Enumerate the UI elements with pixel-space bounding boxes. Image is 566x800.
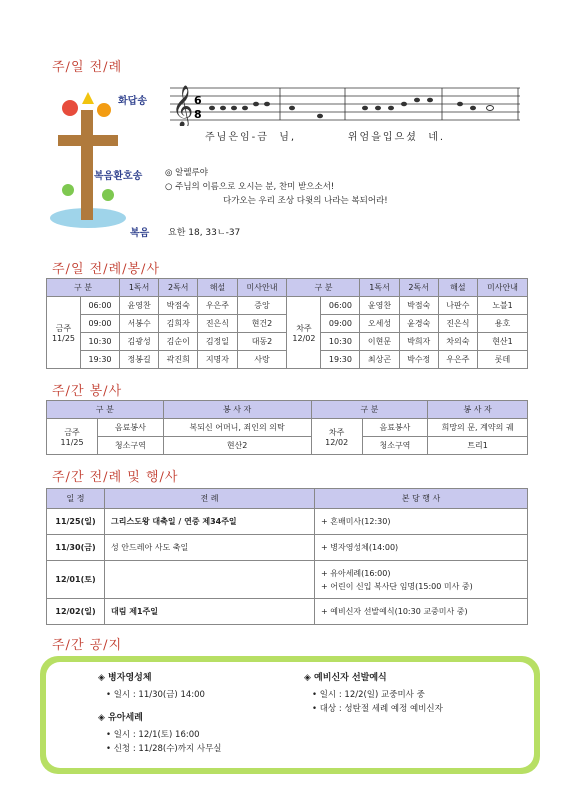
cell: 정봉길 bbox=[120, 351, 159, 369]
cell: 19:30 bbox=[81, 351, 120, 369]
acclamation-line-2: 다가오는 우리 조상 다윗의 나라는 복되어라! bbox=[223, 196, 388, 206]
cell: 노블1 bbox=[477, 297, 527, 315]
cell: 복되신 어머니, 죄인의 의탁 bbox=[163, 419, 311, 437]
cell: + 병자영성체(14:00) bbox=[315, 535, 528, 561]
cell: 10:30 bbox=[321, 333, 360, 351]
notice-2-line-1: • 일시 : 12/1(토) 16:00 bbox=[106, 730, 200, 740]
cell: 10:30 bbox=[81, 333, 120, 351]
notice-1-line-1: • 일시 : 11/30(금) 14:00 bbox=[106, 690, 205, 700]
week-serve-table bbox=[46, 400, 528, 455]
cell: 김광성 bbox=[120, 333, 159, 351]
acclamation-label: 복음환호송 bbox=[94, 171, 143, 182]
cell: 09:00 bbox=[321, 315, 360, 333]
notice-3-line-1: • 일시 : 12/2(일) 교중미사 중 bbox=[312, 690, 425, 700]
cell: 현산1 bbox=[477, 333, 527, 351]
cell: 06:00 bbox=[321, 297, 360, 315]
gospel-reference: 요한 18, 33ㄴ-37 bbox=[168, 228, 241, 238]
cell: 차의숙 bbox=[438, 333, 477, 351]
cell: 윤영찬 bbox=[360, 297, 399, 315]
cell: 나판수 bbox=[438, 297, 477, 315]
cell: 대동2 bbox=[237, 333, 287, 351]
col-header: 2독서 bbox=[159, 279, 198, 297]
col-header: 해설 bbox=[438, 279, 477, 297]
cell: + 예비신자 선발예식(10:30 교중미사 중) bbox=[315, 599, 528, 625]
notice-3-title: ◈ 예비신자 선발예식 bbox=[304, 673, 387, 683]
cell: 박점숙 bbox=[399, 297, 438, 315]
acclamation-line-1: ○ 주님의 이름으로 오시는 분, 찬미 받으소서! bbox=[165, 182, 335, 192]
cell: 롯데 bbox=[477, 351, 527, 369]
events-table bbox=[46, 488, 528, 625]
notice-2-title: ◈ 유아세례 bbox=[98, 713, 143, 723]
notice-3-line-2: • 대상 : 성탄절 세례 예정 예비신자 bbox=[312, 704, 443, 714]
col-header: 2독서 bbox=[399, 279, 438, 297]
col-header: 봉 사 자 bbox=[163, 401, 311, 419]
serve-table bbox=[46, 278, 528, 369]
col-header: 미사안내 bbox=[237, 279, 287, 297]
col-header: 봉 사 자 bbox=[428, 401, 528, 419]
cell: 용호 bbox=[477, 315, 527, 333]
cell: 우은주 bbox=[438, 351, 477, 369]
responsory-label: 화답송 bbox=[118, 96, 147, 107]
group-cell: 차주 12/02 bbox=[311, 419, 362, 455]
cell: 윤경숙 bbox=[399, 315, 438, 333]
cell: 12/01(토) bbox=[47, 561, 105, 599]
col-header: 일 정 bbox=[47, 489, 105, 509]
cell: 김정일 bbox=[198, 333, 237, 351]
cell: 이현문 bbox=[360, 333, 399, 351]
section-title-notices: 주/간 공/지 bbox=[52, 638, 123, 653]
col-header: 전 례 bbox=[105, 489, 315, 509]
cell: 그리스도왕 대축일 / 연중 제34주일 bbox=[105, 509, 315, 535]
col-header: 구 분 bbox=[47, 401, 164, 419]
svg-text:8: 8 bbox=[194, 108, 202, 121]
cell: 음료봉사 bbox=[98, 419, 163, 437]
section-title-week-events: 주/간 전/례 및 행/사 bbox=[52, 470, 179, 485]
cell: 19:30 bbox=[321, 351, 360, 369]
cell: 11/25(일) bbox=[47, 509, 105, 535]
cell: 우은주 bbox=[198, 297, 237, 315]
cell: 음료봉사 bbox=[362, 419, 427, 437]
cell: 증앙 bbox=[237, 297, 287, 315]
col-header: 1독서 bbox=[120, 279, 159, 297]
cell: 오세성 bbox=[360, 315, 399, 333]
gospel-text bbox=[165, 166, 388, 208]
cell: 지명자 bbox=[198, 351, 237, 369]
cell: 곽진희 bbox=[159, 351, 198, 369]
cell: 대림 제1주일 bbox=[105, 599, 315, 625]
col-header: 구 분 bbox=[47, 279, 120, 297]
group-cell: 차주 12/02 bbox=[287, 297, 321, 369]
col-header: 미사안내 bbox=[477, 279, 527, 297]
cell: 12/02(일) bbox=[47, 599, 105, 625]
cell: 06:00 bbox=[81, 297, 120, 315]
col-header: 1독서 bbox=[360, 279, 399, 297]
col-header: 본 당 행 사 bbox=[315, 489, 528, 509]
col-header: 해설 bbox=[198, 279, 237, 297]
cell: 청소구역 bbox=[362, 437, 427, 455]
cell: 김순이 bbox=[159, 333, 198, 351]
cell: + 혼배미사(12:30) bbox=[315, 509, 528, 535]
svg-text:𝄞: 𝄞 bbox=[172, 86, 194, 126]
cell: 11/30(금) bbox=[47, 535, 105, 561]
cell: 김희자 bbox=[159, 315, 198, 333]
cell: 박점숙 bbox=[159, 297, 198, 315]
music-staff bbox=[170, 82, 520, 126]
cell: 최상곤 bbox=[360, 351, 399, 369]
cell: 청소구역 bbox=[98, 437, 163, 455]
cell: 성 안드레아 사도 축일 bbox=[105, 535, 315, 561]
cell: 사랑 bbox=[237, 351, 287, 369]
cross-illustration bbox=[48, 80, 128, 230]
cell: 현산2 bbox=[163, 437, 311, 455]
cell bbox=[105, 561, 315, 599]
section-title-week-serve: 주/간 봉/사 bbox=[52, 384, 123, 399]
notice-box bbox=[40, 656, 540, 774]
cell: 서봉수 bbox=[120, 315, 159, 333]
gospel-label: 복음 bbox=[130, 228, 150, 239]
col-header: 구 분 bbox=[287, 279, 360, 297]
notice-1-title: ◈ 병자영성체 bbox=[98, 673, 152, 683]
cell: 진은식 bbox=[198, 315, 237, 333]
cell: 현건2 bbox=[237, 315, 287, 333]
cell: 진은식 bbox=[438, 315, 477, 333]
cell: 박수정 bbox=[399, 351, 438, 369]
group-cell: 금주 11/25 bbox=[47, 419, 98, 455]
lyrics: 주님은임-금 님, 위엄을입으셨 네. bbox=[205, 132, 446, 143]
cell: 트리1 bbox=[428, 437, 528, 455]
col-header: 구 분 bbox=[311, 401, 428, 419]
cell: 09:00 bbox=[81, 315, 120, 333]
cell: 윤영찬 bbox=[120, 297, 159, 315]
group-cell: 금주 11/25 bbox=[47, 297, 81, 369]
cell: + 유아세례(16:00) + 어린이 신입 복사단 임명(15:00 미사 중) bbox=[315, 561, 528, 599]
section-title-liturgy-serve: 주/일 전/례/봉/사 bbox=[52, 262, 160, 277]
cell: 박희자 bbox=[399, 333, 438, 351]
notice-2-line-2: • 신청 : 11/28(수)까지 사무실 bbox=[106, 744, 222, 754]
cell: 희망의 문, 계약의 궤 bbox=[428, 419, 528, 437]
section-title-liturgy: 주/일 전/례 bbox=[52, 60, 123, 75]
svg-text:6: 6 bbox=[194, 94, 202, 107]
alleluia: ◎ 알렐루야 bbox=[165, 168, 208, 178]
